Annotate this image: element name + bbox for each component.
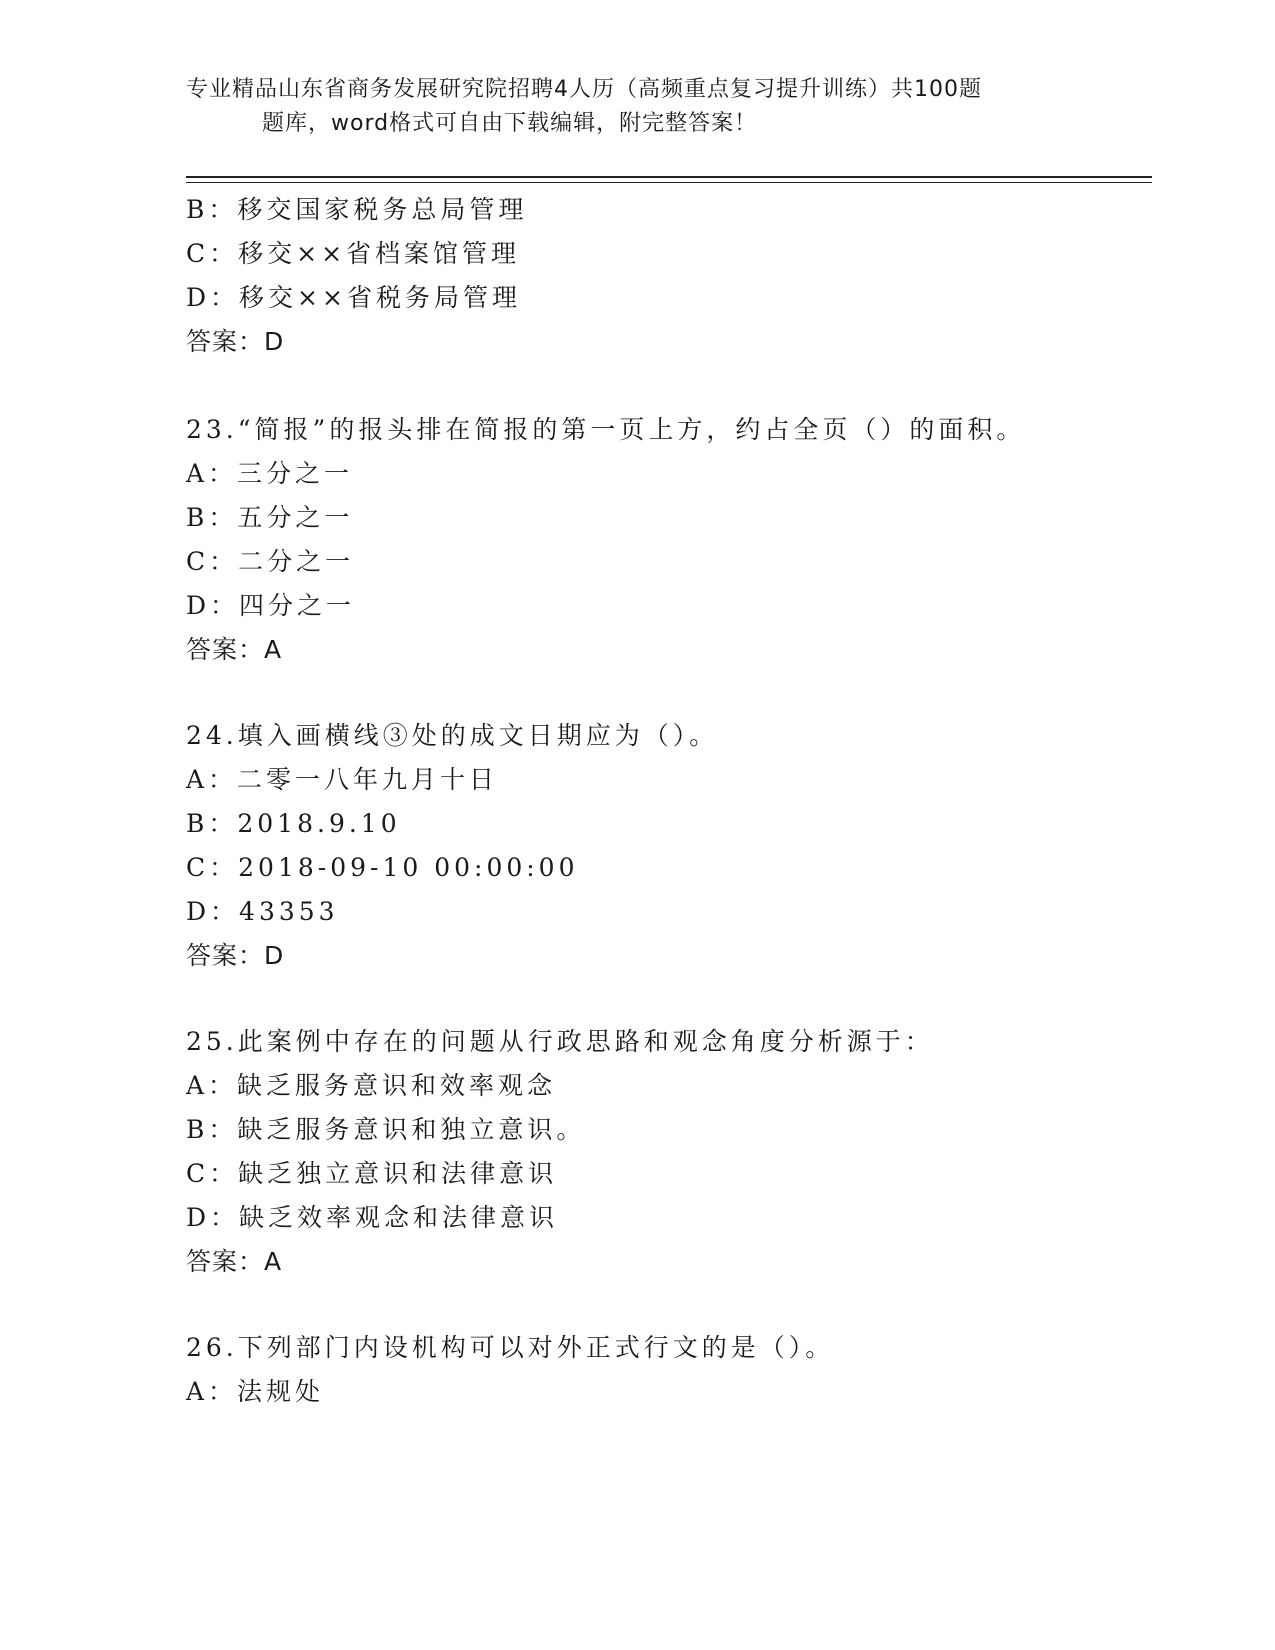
- option-d: D：四分之一: [186, 591, 356, 620]
- option-c: C：2018-09-10 00:00:00: [186, 853, 579, 882]
- header-divider-thin: [186, 182, 1152, 183]
- question-text: 23.“简报”的报头排在简报的第一页上方，约占全页（）的面积。: [186, 415, 1026, 444]
- answer: 答案：D: [186, 327, 285, 356]
- option-a: A：缺乏服务意识和效率观念: [186, 1071, 557, 1100]
- option-b: B：五分之一: [186, 503, 354, 532]
- option-a: A：法规处: [186, 1377, 325, 1406]
- question-text: 26.下列部门内设机构可以对外正式行文的是（）。: [186, 1333, 835, 1362]
- option-c: C：缺乏独立意识和法律意识: [186, 1159, 558, 1188]
- question-text: 25.此案例中存在的问题从行政思路和观念角度分析源于：: [186, 1027, 934, 1056]
- option-d: D：移交××省税务局管理: [186, 283, 521, 312]
- option-d: D：43353: [186, 897, 339, 926]
- option-b: B：缺乏服务意识和独立意识。: [186, 1115, 586, 1144]
- option-c: C：二分之一: [186, 547, 355, 576]
- option-d: D：缺乏效率观念和法律意识: [186, 1203, 559, 1232]
- answer: 答案：A: [186, 635, 283, 664]
- header-title-line2: 题库，word格式可自由下载编辑，附完整答案！: [262, 111, 758, 136]
- answer: 答案：D: [186, 941, 285, 970]
- header-title-line1: 专业精品山东省商务发展研究院招聘4人历（高频重点复习提升训练）共100题: [186, 77, 982, 102]
- option-b: B：移交国家税务总局管理: [186, 195, 528, 224]
- question-text: 24.填入画横线③处的成文日期应为（）。: [186, 721, 719, 750]
- option-a: A：二零一八年九月十日: [186, 765, 499, 794]
- header-divider: [186, 176, 1152, 178]
- answer: 答案：A: [186, 1247, 283, 1276]
- option-c: C：移交××省档案馆管理: [186, 239, 521, 268]
- option-b: B：2018.9.10: [186, 809, 401, 838]
- option-a: A：三分之一: [186, 459, 354, 488]
